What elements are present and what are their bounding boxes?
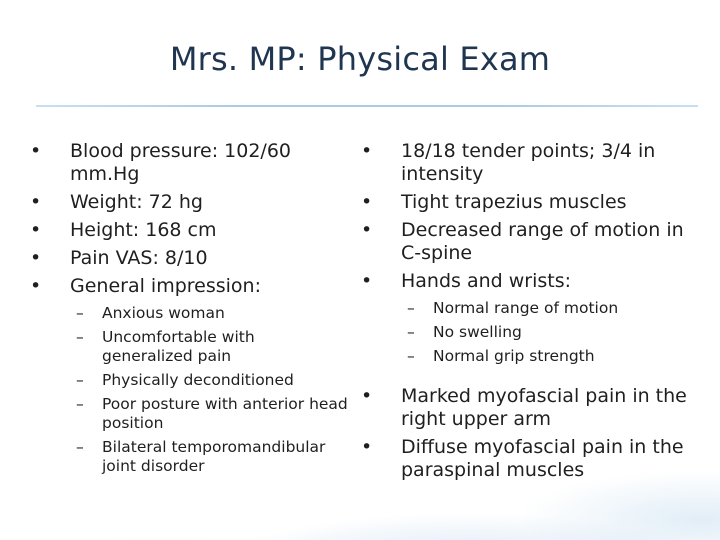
right-bullet-list-continued [361,385,691,482]
sub-bullet: – Poor posture with anterior head position [30,395,350,433]
left-bullet-list [30,140,350,298]
bullet-paraspinal: • Diffuse myofascial pain in the paraspinal muscles [361,436,691,482]
right-bullet-list [361,140,691,293]
slide-title: Mrs. MP: Physical Exam [169,40,551,78]
sub-bullet: – No swelling [361,323,691,342]
sub-bullet: – Uncomfortable with generalized pain [30,328,350,366]
left-column [30,140,350,481]
bullet-tender-points: • 18/18 tender points; 3/4 in intensity [361,140,691,186]
sub-bullet: – Physically deconditioned [30,371,350,390]
spacer [361,371,691,385]
right-column [361,140,691,487]
bullet-pain-vas: • Pain VAS: 8/10 [30,247,350,270]
hands-wrists-sublist [361,299,691,366]
bullet-general-impression: • General impression: [30,275,350,298]
general-impression-sublist [30,304,350,476]
bullet-blood-pressure: • Blood pressure: 102/60 mm.Hg [30,140,350,186]
sub-bullet: – Anxious woman [30,304,350,323]
bullet-right-upper-arm: • Marked myofascial pain in the right upper arm [361,385,691,431]
bullet-weight: • Weight: 72 hg [30,191,350,214]
sub-bullet: – Bilateral temporomandibular joint disorder [30,438,350,476]
sub-bullet: – Normal grip strength [361,347,691,366]
bullet-range-of-motion: • Decreased range of motion in C-spine [361,219,691,265]
bullet-hands-wrists: • Hands and wrists: [361,270,691,293]
bullet-trapezius: • Tight trapezius muscles [361,191,691,214]
sub-bullet: – Normal range of motion [361,299,691,318]
title-divider [36,105,698,107]
bullet-height: • Height: 168 cm [30,219,350,242]
